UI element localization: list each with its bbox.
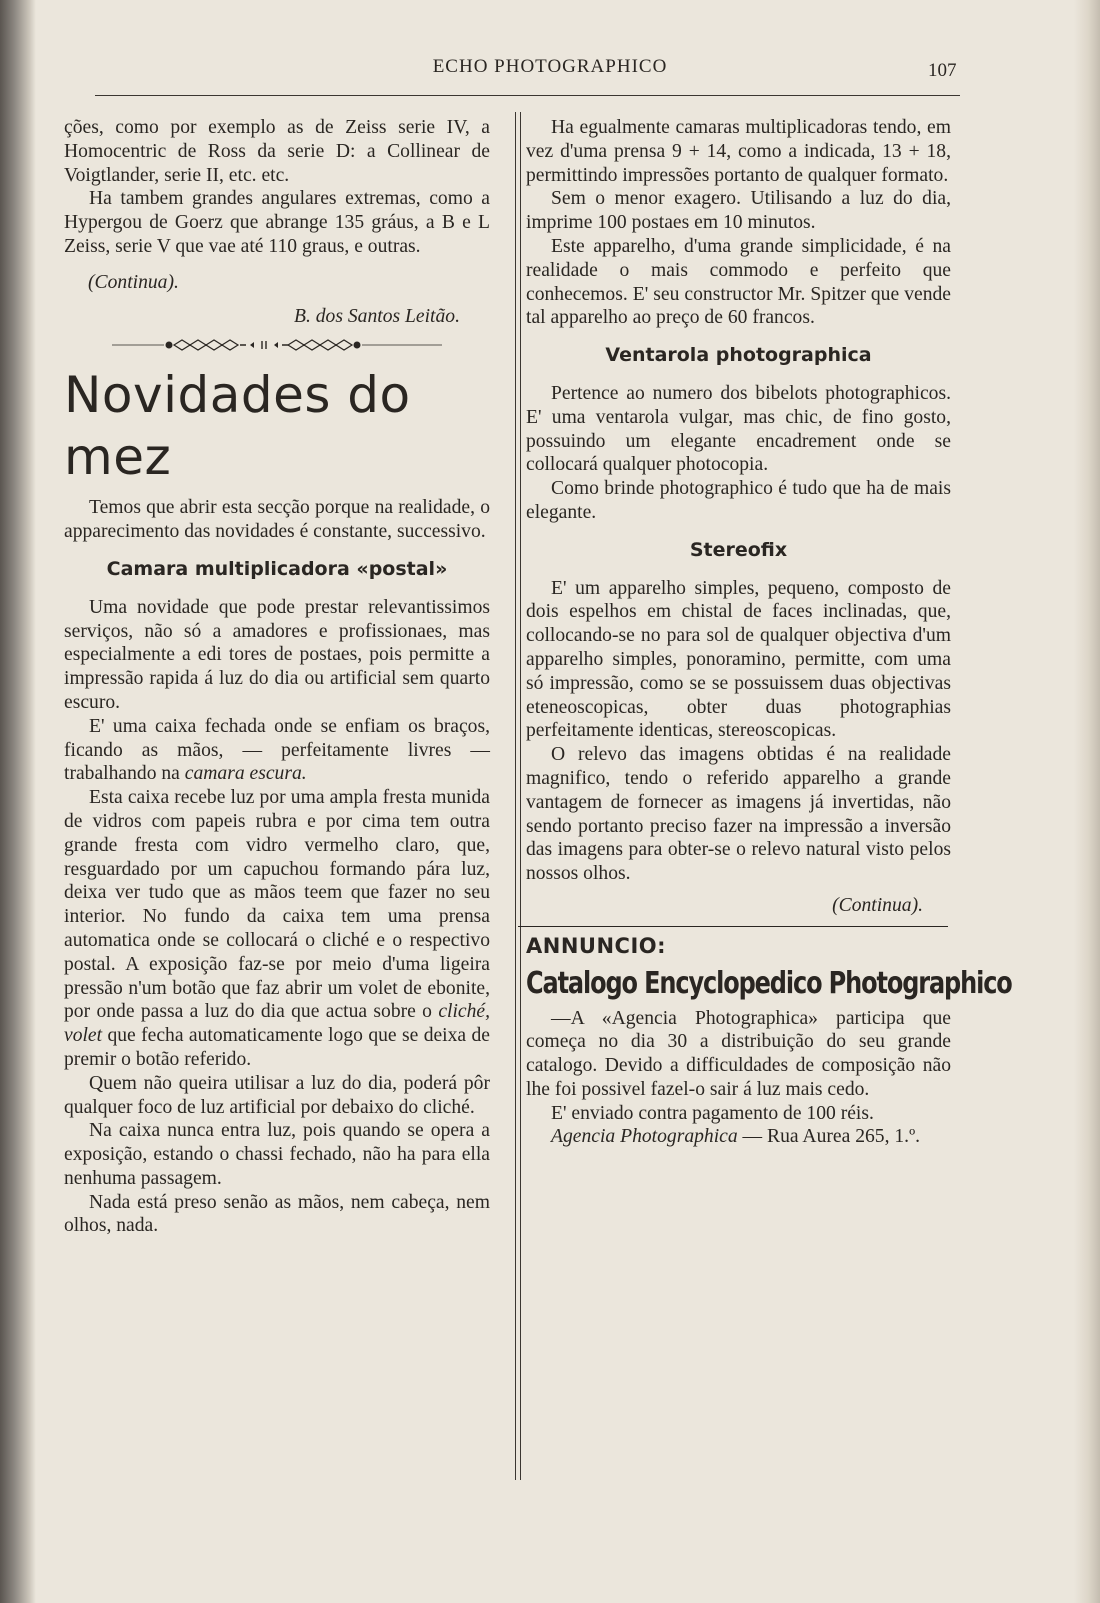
paragraph: Pertence ao numero dos bibelots photographicos. E' uma ventarola vulgar, mas chic, de fino gosto, possuindo um elegante encadrement onde se collocará qualquer photocopia. (526, 382, 951, 476)
italic-text: camara escura. (184, 763, 307, 785)
article-subheading: Camara multiplicadora «postal» (106, 557, 448, 580)
paragraph: O relevo das imagens obtidas é na realidade magnifico, tendo o referido apparelho a grande vantagem de fornecer as imagens já invertidas, não sendo portanto preciso fazer na impressão a inversão das imagens para obter-se o relevo natural visto pelos nossos olhos. (526, 744, 951, 885)
italic-text: cliché, volet (64, 1001, 490, 1047)
article-subheading: Stereofix (689, 538, 788, 561)
paragraph: E' enviado contra pagamento de 100 réis. (551, 1102, 874, 1124)
paragraph: Temos que abrir esta secção porque na realidade, o apparecimento das novidades é constante, successivo. (64, 497, 490, 543)
author-signature: B. dos Santos Leitão. (293, 305, 460, 327)
column-divider (515, 112, 521, 1480)
paragraph: ções, como por exemplo as de Zeiss serie IV, a Homocentric de Ross da serie D: a Collinear de Voigtlander, serie II, etc. etc. (64, 117, 490, 186)
paragraph: Na caixa nunca entra luz, pois quando se opera a exposição, estando o chassi fechado, não ha para ella nenhuma passagem. (64, 1120, 490, 1189)
book-binding-shadow (0, 0, 36, 1603)
paragraph (64, 715, 490, 786)
text-run: que fecha automaticamente logo que se deixa de premir o botão referido. (64, 1025, 490, 1070)
paragraph: E' um apparelho simples, pequeno, composto de dois espelhos em chistal de faces inclinadas, que, collocando-se no para sol de qualquer objectiva d'um apparelho simples, ponoramino, permitte, com uma só impressão, como se se possuissem duas objectivas eteneoscopicas, obter duas photographias perfeitamente identicas, stereoscopicas. (526, 577, 951, 742)
ornament-divider (64, 334, 490, 360)
announcement-rule (518, 926, 948, 927)
page-edge-shadow (1074, 0, 1100, 1603)
paragraph: Ha egualmente camaras multiplicadoras tendo, em vez d'uma prensa 9 + 14, como a indicada, 13 + 18, permittindo impressões portanto de qualquer formato. (526, 117, 951, 186)
paragraph: —A «Agencia Photographica» participa que começa no dia 30 a distribuição do seu grande catalogo. Devido a difficuldades de composição não lhe foi possivel fazel-o sair á luz mais cedo. (526, 1007, 951, 1100)
header-rule (95, 95, 960, 96)
text-run: Esta caixa recebe luz por uma ampla fresta munida de vidros com papeis rubra e por cima tem outra grande fresta com vidro vermelho claro, que, resguardado por um capuchou formando pára luz, deixa ver tudo que as mãos teem que fazer no seu interior. No fundo da caixa tem uma prensa automatica onde se collocará o cliché e o respectivo postal. A exposição faz-se por meio d'uma ligeira pressão n'um botão que faz abrir um volet de ebonite, por onde passa a luz do dia que actua sobre o (64, 787, 490, 1023)
paragraph: Uma novidade que pode prestar relevantissimos serviços, não só a amadores e profissionaes, mas especialmente a edi tores de postaes, pois permitte a impressão rapida á luz do dia ou artificial sem quarto escuro. (64, 596, 490, 713)
paragraph (64, 786, 490, 1072)
running-header (60, 54, 960, 84)
left-column (64, 116, 490, 1238)
announcement-label: ANNUNCIO: (526, 933, 667, 958)
paragraph: Sem o menor exagero. Utilisando a luz do dia, imprime 100 postaes em 10 minutos. (526, 188, 951, 234)
announcement-title: Catalogo Encyclopedico Photographico (526, 965, 1012, 1001)
page-number: 107 (928, 60, 957, 81)
paragraph: Nada está preso senão as mãos, nem cabeça, nem olhos, nada. (64, 1191, 490, 1237)
agency-address: — Rua Aurea 265, 1.º. (737, 1126, 921, 1148)
paragraph (526, 1125, 951, 1149)
paragraph: Como brinde photographico é tudo que ha de mais elegante. (526, 478, 951, 523)
right-column (526, 116, 1012, 1149)
journal-title: ECHO PHOTOGRAPHICO (432, 56, 668, 77)
agency-name: Agencia Photographica (551, 1126, 738, 1148)
paragraph: Quem não queira utilisar a luz do dia, poderá pôr qualquer foco de luz artificial por debaixo do cliché. (64, 1072, 490, 1118)
continua-note: (Continua). (832, 894, 923, 916)
text-run: E' uma caixa fechada onde se enfiam os braços, ficando as mãos, — perfeitamente livres — trabalhando na (64, 715, 490, 785)
paragraph: Este apparelho, d'uma grande simplicidade, é na realidade o mais commodo e perfeito que conhecemos. E' seu constructor Mr. Spitzer que vende tal apparelho ao preço de 60 francos. (526, 235, 951, 329)
section-title: Novidades do mez (64, 366, 411, 487)
paragraph: Ha tambem grandes angulares extremas, como a Hypergou de Goerz que abrange 135 gráus, a B e L Zeiss, serie V que vae até 110 graus, e outras. (64, 188, 490, 257)
continua-note: (Continua). (88, 271, 179, 293)
article-subheading: Ventarola photographica (605, 344, 872, 367)
